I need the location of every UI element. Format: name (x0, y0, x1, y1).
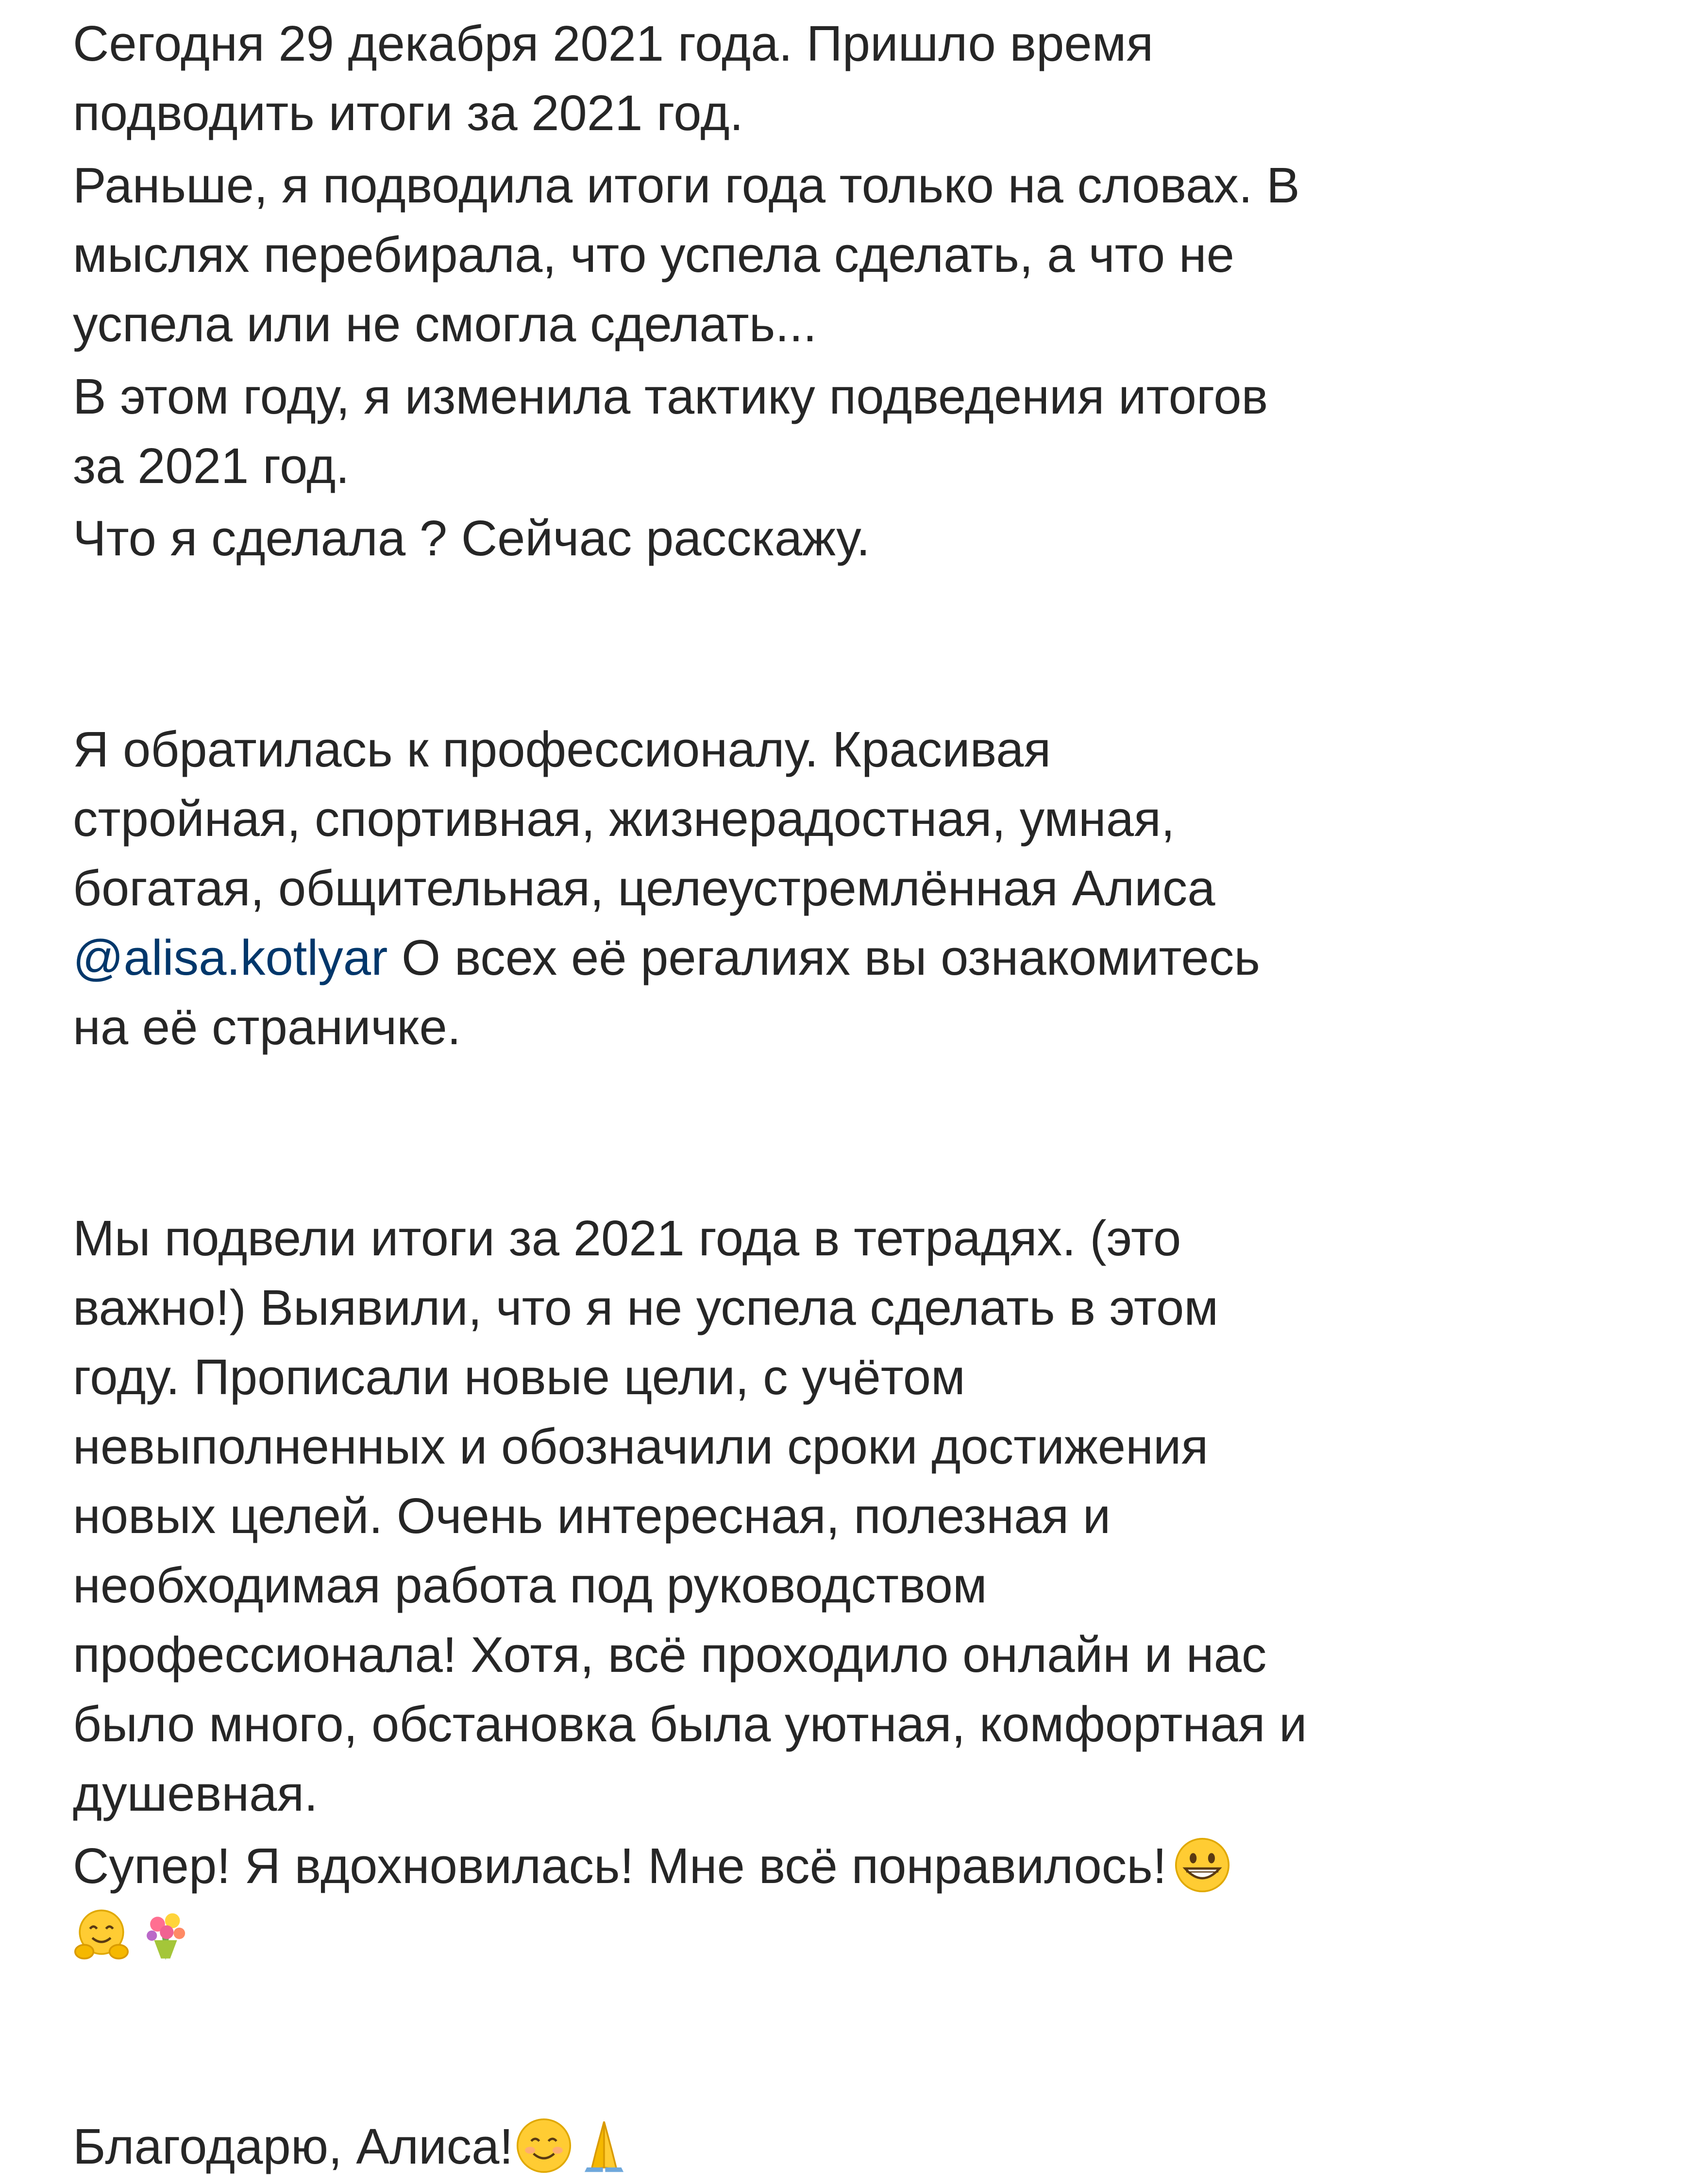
text-line: стройная, спортивная, жизнерадостная, умная, (73, 791, 1175, 847)
hugging-face-icon (73, 1906, 130, 1963)
text-line: успела или не смогла сделать... (73, 296, 817, 352)
mention-link[interactable]: @alisa.kotlyar (73, 930, 388, 985)
text-segment: О всех её регалиях вы ознакомитесь (387, 930, 1261, 985)
text-line: В этом году, я изменила тактику подведения итогов (73, 368, 1268, 424)
text-line: душевная. (73, 1766, 318, 1821)
text-line: было много, обстановка была уютная, комфортная и (73, 1696, 1307, 1752)
paragraph-super (73, 1831, 1646, 1970)
text-line: необходимая работа под руководством (73, 1557, 987, 1613)
folded-hands-icon (575, 2117, 633, 2174)
text-line: богатая, общительная, целеустремлённая Алиса (73, 860, 1215, 916)
text-line: году. Прописали новые цели, с учётом (73, 1349, 965, 1405)
paragraph-before (73, 150, 1646, 359)
text-line (73, 1831, 1646, 1901)
text-line: Что я сделала ? Сейчас расскажу. (73, 510, 871, 566)
text-line: важно!) Выявили, что я не успела сделать в этом (73, 1280, 1219, 1335)
bouquet-icon (137, 1906, 194, 1963)
emoji-line (73, 1901, 1646, 1970)
paragraph-date (73, 9, 1646, 148)
text-line: мыслях перебирала, что успела сделать, а что не (73, 227, 1234, 283)
text-line: новых целей. Очень интересная, полезная и (73, 1488, 1111, 1544)
paragraph-professional (73, 715, 1646, 1062)
paragraph-results (73, 1203, 1646, 1828)
text-line: невыполненных и обозначили сроки достижения (73, 1418, 1209, 1474)
text-line: Сегодня 29 декабря 2021 года. Пришло время (73, 16, 1154, 71)
paragraph-thanks (73, 2112, 1646, 2181)
post-caption (73, 9, 1646, 2184)
text-line: подводить итоги за 2021 год. (73, 85, 744, 141)
paragraph-question (73, 503, 1646, 573)
text-line: профессионала! Хотя, всё проходило онлайн и нас (73, 1627, 1267, 1683)
text-line: на её страничке. (73, 999, 461, 1055)
smiling-face-icon (515, 2117, 573, 2174)
paragraph-this-year (73, 362, 1646, 500)
text-line: Раньше, я подводила итоги года только на словах. В (73, 157, 1300, 213)
text-segment: Супер! Я вдохновилась! Мне всё понравилось! (73, 1838, 1167, 1894)
text-line (73, 2112, 1646, 2181)
text-segment: Благодарю, Алиса! (73, 2118, 514, 2174)
grinning-face-icon (1174, 1836, 1231, 1894)
text-line: Мы подвели итоги за 2021 года в тетрадях. (это (73, 1210, 1181, 1266)
text-line (73, 923, 1646, 992)
text-line: Я обратилась к профессионалу. Красивая (73, 721, 1051, 777)
text-line: за 2021 год. (73, 438, 350, 494)
